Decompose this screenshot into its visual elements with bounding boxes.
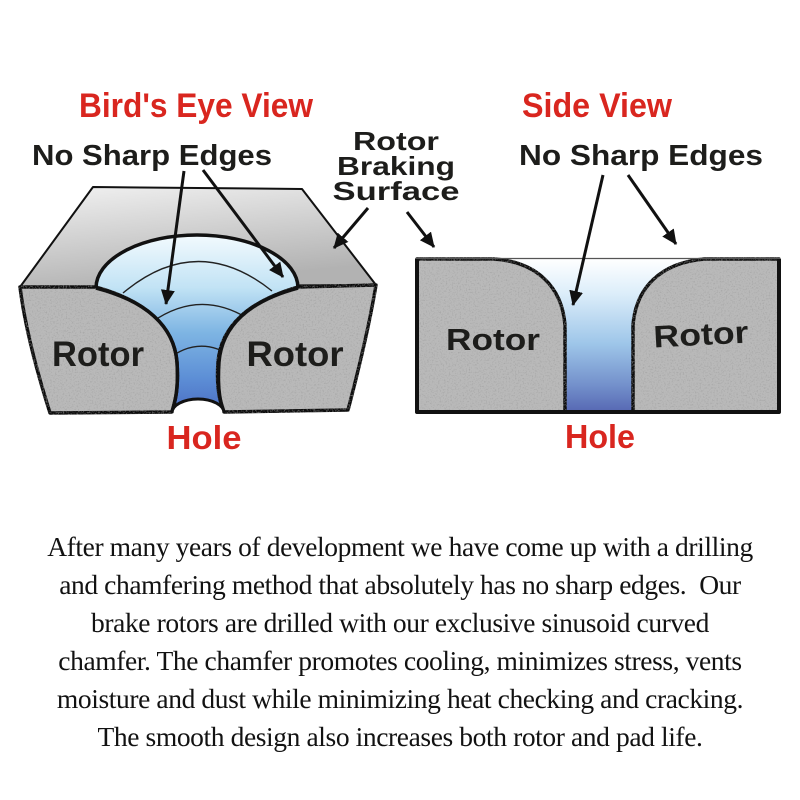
birdseye-rotor-left-label: Rotor (52, 335, 145, 374)
no-sharp-edges-label-right: No Sharp Edges (519, 140, 763, 172)
rotor-braking-surface-label (333, 126, 460, 206)
birdseye-title: Bird's Eye View (79, 87, 314, 125)
paragraph-line: After many years of development we have come up with a drilling (47, 531, 753, 562)
sideview-title: Side View (522, 87, 673, 125)
sideview-diagram (416, 259, 780, 456)
birdseye-rotor-right-label: Rotor (246, 335, 344, 374)
paragraph-line: The smooth design also increases both rotor and pad life. (97, 721, 703, 752)
paragraph-line: chamfer. The chamfer promotes cooling, minimizes stress, vents (58, 645, 742, 676)
birdseye-diagram (20, 187, 376, 456)
paragraph-line: and chamfering method that absolutely has no sharp edges. Our (59, 569, 741, 600)
paragraph-line: brake rotors are drilled with our exclusive sinusoid curved (91, 607, 709, 638)
sideview-rotor-left-label: Rotor (446, 322, 540, 357)
rotor-braking-surface-line2: Braking (337, 151, 455, 181)
no-sharp-edges-label-left: No Sharp Edges (32, 140, 272, 172)
birdseye-hole-label: Hole (166, 419, 242, 456)
arrow-braking-surface-to-sideview (407, 212, 434, 247)
rotor-braking-surface-line3: Surface (332, 176, 460, 206)
description-paragraph (0, 528, 800, 756)
sideview-rotor-right-label: Rotor (652, 315, 737, 355)
rotor-braking-surface-line1: Rotor (353, 126, 439, 156)
paragraph-line: moisture and dust while minimizing heat checking and cracking. (56, 683, 744, 714)
arrow-no-sharp-edges-right-b (628, 175, 676, 244)
arrow-braking-surface-to-birdseye (334, 208, 368, 248)
sideview-hole-label: Hole (565, 418, 635, 455)
